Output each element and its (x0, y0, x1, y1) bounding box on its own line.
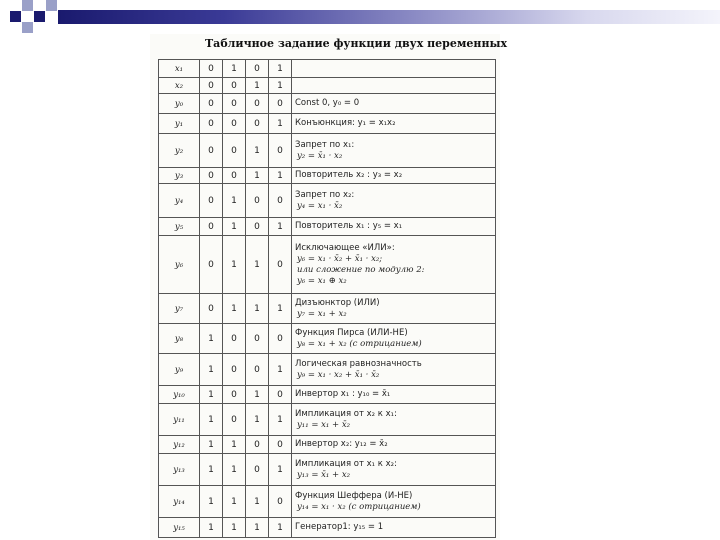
description-cell (292, 94, 496, 114)
truth-value-cell: 0 (246, 436, 269, 454)
formula-text: y₁₄ = x₁ · x₂ (с отрицанием) (297, 501, 421, 512)
truth-value-cell: 1 (200, 324, 223, 354)
truth-value-cell: 0 (269, 486, 292, 518)
truth-value-cell: 1 (269, 218, 292, 236)
table-row (159, 94, 496, 114)
description-text: Инвертор x₁ : y₁₀ = x̄₁ (295, 389, 391, 399)
table-row (159, 218, 496, 236)
truth-value-cell: 1 (269, 294, 292, 324)
truth-value-cell: 0 (200, 168, 223, 184)
function-name-cell: y₅ (159, 218, 200, 236)
truth-value-cell: 0 (269, 94, 292, 114)
formula-text: y₁₁ = x₁ + x̄₂ (297, 419, 351, 430)
description-cell (292, 236, 496, 294)
truth-value-cell: 1 (269, 454, 292, 486)
truth-value-cell: 1 (246, 404, 269, 436)
truth-value-cell: 1 (200, 404, 223, 436)
truth-value-cell: 1 (223, 236, 246, 294)
description-text: Логическая равнозначность (295, 358, 422, 369)
square-1 (10, 11, 21, 22)
description-cell (292, 354, 496, 386)
truth-value-cell: 0 (223, 78, 246, 94)
truth-value-cell: 0 (246, 184, 269, 218)
truth-value-cell: 1 (223, 454, 246, 486)
truth-value-cell: 0 (246, 60, 269, 78)
truth-value-cell: 0 (223, 134, 246, 168)
description-text: Повторитель x₁ : y₅ = x₁ (295, 221, 403, 231)
truth-value-cell: 0 (269, 134, 292, 168)
square-3 (34, 11, 45, 22)
truth-value-cell: 1 (223, 218, 246, 236)
truth-value-cell: 1 (200, 454, 223, 486)
truth-value-cell: 1 (223, 518, 246, 538)
formula-text: или сложение по модулю 2: (297, 264, 425, 275)
truth-value-cell: 0 (246, 94, 269, 114)
truth-value-cell: 1 (269, 404, 292, 436)
truth-value-cell: 1 (223, 486, 246, 518)
description-text: Функция Пирса (ИЛИ-НЕ) (295, 327, 408, 338)
truth-value-cell: 0 (200, 218, 223, 236)
description-text: Const 0, y₀ = 0 (295, 98, 360, 108)
truth-value-cell: 1 (269, 518, 292, 538)
table-row (159, 404, 496, 436)
function-name-cell: y₄ (159, 184, 200, 218)
truth-value-cell: 0 (223, 324, 246, 354)
description-cell (292, 436, 496, 454)
description-text: Запрет по x₂: (295, 189, 355, 200)
square-4 (22, 22, 33, 33)
description-text: Запрет по x₁: (295, 139, 355, 150)
description-cell (292, 218, 496, 236)
function-name-cell: y₁ (159, 114, 200, 134)
function-name-cell: y₇ (159, 294, 200, 324)
truth-value-cell: 0 (269, 324, 292, 354)
truth-value-cell: 1 (269, 114, 292, 134)
function-name-cell: x₂ (159, 78, 200, 94)
description-text: Дизъюнктор (ИЛИ) (295, 297, 380, 308)
description-cell (292, 404, 496, 436)
description-cell (292, 78, 496, 94)
truth-value-cell: 1 (200, 354, 223, 386)
square-5 (46, 0, 57, 11)
table-row (159, 354, 496, 386)
function-name-cell: y₆ (159, 236, 200, 294)
description-cell (292, 454, 496, 486)
truth-value-cell: 1 (246, 294, 269, 324)
table-title: Табличное задание функции двух переменных (205, 37, 508, 50)
truth-value-cell: 1 (269, 78, 292, 94)
truth-value-cell: 1 (200, 386, 223, 404)
truth-value-cell: 0 (269, 386, 292, 404)
truth-value-cell: 1 (246, 168, 269, 184)
description-text: Импликация от x₂ к x₁: (295, 408, 397, 419)
truth-value-cell: 0 (223, 354, 246, 386)
description-cell (292, 486, 496, 518)
function-name-cell: y₁₄ (159, 486, 200, 518)
truth-value-cell: 1 (269, 354, 292, 386)
truth-value-cell: 1 (246, 78, 269, 94)
function-name-cell: y₁₃ (159, 454, 200, 486)
formula-text: y₄ = x₁ · x̄₂ (297, 200, 343, 211)
description-cell (292, 184, 496, 218)
truth-value-cell: 1 (200, 436, 223, 454)
truth-value-cell: 1 (246, 134, 269, 168)
description-cell (292, 168, 496, 184)
truth-value-cell: 0 (200, 134, 223, 168)
table-row (159, 486, 496, 518)
description-text: Инвертор x₂: y₁₂ = x̄₂ (295, 439, 388, 449)
table-row (159, 168, 496, 184)
description-text: Исключающее «ИЛИ»: (295, 242, 395, 253)
function-name-cell: y₈ (159, 324, 200, 354)
table-row (159, 78, 496, 94)
truth-value-cell: 0 (223, 404, 246, 436)
function-name-cell: y₁₁ (159, 404, 200, 436)
table-row (159, 454, 496, 486)
truth-value-cell: 0 (269, 184, 292, 218)
truth-value-cell: 1 (246, 236, 269, 294)
truth-value-cell: 0 (246, 114, 269, 134)
truth-value-cell: 1 (246, 518, 269, 538)
formula-text: y₁₃ = x̄₁ + x₂ (297, 469, 351, 480)
function-name-cell: y₉ (159, 354, 200, 386)
truth-value-cell: 1 (269, 168, 292, 184)
truth-value-cell: 1 (200, 518, 223, 538)
table-row (159, 324, 496, 354)
truth-value-cell: 0 (200, 236, 223, 294)
header-gradient-bar (58, 10, 720, 24)
truth-value-cell: 0 (200, 184, 223, 218)
truth-value-cell: 0 (246, 454, 269, 486)
truth-value-cell: 1 (223, 436, 246, 454)
description-cell (292, 324, 496, 354)
formula-text: y₆ = x₁ ⊕ x₂ (297, 275, 347, 286)
function-name-cell: y₁₅ (159, 518, 200, 538)
truth-value-cell: 0 (223, 114, 246, 134)
function-name-cell: x₁ (159, 60, 200, 78)
formula-text: y₈ = x₁ + x₂ (с отрицанием) (297, 338, 422, 349)
truth-value-cell: 0 (246, 324, 269, 354)
table-row (159, 386, 496, 404)
formula-text: y₉ = x₁ · x₂ + x̄₁ · x̄₂ (297, 369, 380, 380)
description-cell (292, 114, 496, 134)
formula-text: y₆ = x₁ · x̄₂ + x̄₁ · x₂; (297, 253, 383, 264)
truth-value-cell: 1 (200, 486, 223, 518)
truth-value-cell: 0 (223, 94, 246, 114)
description-cell (292, 386, 496, 404)
description-cell (292, 518, 496, 538)
truth-value-cell: 1 (223, 184, 246, 218)
description-text: Генератор1: y₁₅ = 1 (295, 522, 384, 532)
truth-value-cell: 1 (269, 60, 292, 78)
description-cell (292, 134, 496, 168)
truth-value-cell: 0 (200, 94, 223, 114)
function-name-cell: y₃ (159, 168, 200, 184)
description-text: Повторитель x₂ : y₃ = x₂ (295, 170, 403, 180)
description-text: Импликация от x₁ к x₂: (295, 458, 397, 469)
table-row (159, 60, 496, 78)
truth-value-cell: 0 (223, 168, 246, 184)
truth-value-cell: 0 (246, 354, 269, 386)
slide-header-decoration (0, 0, 720, 34)
truth-value-cell: 1 (223, 294, 246, 324)
corner-squares-decoration (0, 0, 60, 40)
function-name-cell: y₂ (159, 134, 200, 168)
table-row (159, 114, 496, 134)
square-2 (22, 0, 33, 11)
function-name-cell: y₁₀ (159, 386, 200, 404)
truth-value-cell: 0 (269, 436, 292, 454)
table-row (159, 184, 496, 218)
table-row (159, 236, 496, 294)
formula-text: y₇ = x₁ + x₂ (297, 308, 347, 319)
description-cell (292, 60, 496, 78)
truth-value-cell: 0 (200, 60, 223, 78)
truth-value-cell: 0 (246, 218, 269, 236)
truth-value-cell: 1 (223, 60, 246, 78)
function-name-cell: y₁₂ (159, 436, 200, 454)
table-row (159, 436, 496, 454)
description-text: Функция Шеффера (И-НЕ) (295, 490, 413, 501)
truth-value-cell: 0 (200, 114, 223, 134)
truth-value-cell: 1 (246, 486, 269, 518)
function-name-cell: y₀ (159, 94, 200, 114)
truth-table (158, 59, 496, 538)
description-cell (292, 294, 496, 324)
formula-text: y₂ = x̄₁ · x₂ (297, 150, 343, 161)
table-row (159, 134, 496, 168)
table-row (159, 294, 496, 324)
description-text: Конъюнкция: y₁ = x₁x₂ (295, 118, 396, 128)
table-row (159, 518, 496, 538)
truth-value-cell: 0 (269, 236, 292, 294)
truth-value-cell: 0 (200, 78, 223, 94)
truth-value-cell: 0 (223, 386, 246, 404)
truth-value-cell: 1 (246, 386, 269, 404)
truth-value-cell: 0 (200, 294, 223, 324)
